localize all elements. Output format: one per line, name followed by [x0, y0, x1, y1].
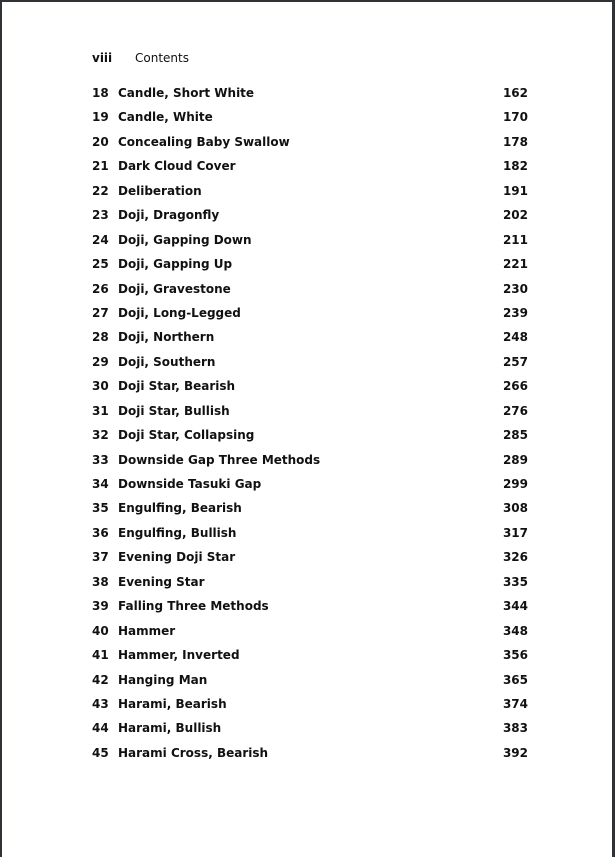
toc-entry[interactable] [92, 257, 528, 281]
entry-number: 29 [92, 354, 109, 369]
entry-title: Candle, White [118, 110, 213, 125]
toc-entry[interactable] [92, 330, 528, 354]
toc-entry[interactable] [92, 184, 528, 208]
toc-entry[interactable] [92, 355, 528, 379]
entry-number: 32 [92, 428, 109, 443]
toc-entry[interactable] [92, 697, 528, 721]
entry-number: 42 [92, 672, 109, 687]
entry-page: 230 [502, 281, 528, 296]
entry-title: Dark Cloud Cover [118, 159, 236, 174]
toc-entry[interactable] [92, 379, 528, 403]
entry-page: 374 [502, 696, 528, 711]
entry-title: Doji, Dragonfly [118, 208, 220, 223]
entry-number: 23 [92, 208, 109, 223]
entry-page: 383 [502, 721, 528, 736]
entry-page: 356 [502, 648, 528, 663]
entry-number: 19 [92, 110, 109, 125]
entry-title: Evening Doji Star [118, 550, 236, 565]
entry-number: 25 [92, 257, 109, 272]
entry-number: 33 [92, 452, 109, 467]
entry-number: 22 [92, 183, 109, 198]
entry-number: 30 [92, 379, 109, 394]
entry-title: Harami, Bullish [118, 721, 222, 736]
toc-entry[interactable] [92, 233, 528, 257]
entry-number: 31 [92, 403, 109, 418]
entry-page: 211 [502, 232, 528, 247]
toc-entry[interactable] [92, 208, 528, 232]
toc-entry[interactable] [92, 575, 528, 599]
entry-number: 28 [92, 330, 109, 345]
entry-page: 239 [502, 305, 528, 320]
entry-number: 44 [92, 721, 109, 736]
entry-page: 202 [502, 208, 528, 223]
entry-page: 276 [502, 403, 528, 418]
entry-page: 257 [502, 354, 528, 369]
toc-entry[interactable] [92, 135, 528, 159]
entry-page: 317 [502, 525, 528, 540]
toc-entry[interactable] [92, 404, 528, 428]
toc-entry[interactable] [92, 550, 528, 574]
entry-number: 39 [92, 599, 109, 614]
entry-number: 37 [92, 550, 109, 565]
toc-entry[interactable] [92, 648, 528, 672]
entry-title: Hanging Man [118, 672, 208, 687]
entry-title: Doji Star, Collapsing [118, 428, 255, 443]
toc-entry[interactable] [92, 306, 528, 330]
entry-title: Doji, Gravestone [118, 281, 231, 296]
toc-entry[interactable] [92, 477, 528, 501]
toc-entry[interactable] [92, 673, 528, 697]
entry-number: 18 [92, 86, 109, 100]
entry-page: 335 [502, 574, 528, 589]
entry-title: Engulfing, Bearish [118, 501, 242, 516]
entry-title: Deliberation [118, 183, 202, 198]
entry-page: 348 [502, 623, 528, 638]
toc-list [92, 86, 528, 770]
entry-title: Doji, Gapping Up [118, 257, 233, 272]
entry-title: Downside Gap Three Methods [118, 452, 321, 467]
entry-title: Doji, Gapping Down [118, 232, 252, 247]
toc-entry[interactable] [92, 428, 528, 452]
entry-number: 20 [92, 134, 109, 149]
entry-number: 36 [92, 525, 109, 540]
running-header [92, 51, 189, 65]
entry-page: 191 [502, 183, 528, 198]
entry-title: Harami Cross, Bearish [118, 745, 269, 760]
entry-number: 27 [92, 305, 109, 320]
entry-title: Falling Three Methods [118, 599, 269, 614]
entry-page: 392 [502, 745, 528, 760]
entry-page: 266 [502, 379, 528, 394]
document-page [2, 2, 612, 857]
entry-page: 308 [502, 501, 528, 516]
entry-title: Evening Star [118, 574, 205, 589]
entry-number: 38 [92, 574, 109, 589]
toc-entry[interactable] [92, 501, 528, 525]
entry-page: 162 [502, 86, 528, 100]
toc-entry[interactable] [92, 599, 528, 623]
entry-page: 326 [502, 550, 528, 565]
toc-entry[interactable] [92, 721, 528, 745]
entry-page: 221 [502, 257, 528, 272]
entry-number: 40 [92, 623, 109, 638]
toc-entry[interactable] [92, 746, 528, 770]
toc-entry[interactable] [92, 526, 528, 550]
entry-page: 178 [502, 134, 528, 149]
entry-title: Candle, Short White [118, 86, 255, 100]
entry-number: 26 [92, 281, 109, 296]
entry-title: Harami, Bearish [118, 696, 227, 711]
entry-page: 365 [502, 672, 528, 687]
entry-title: Engulfing, Bullish [118, 525, 237, 540]
entry-page: 285 [502, 428, 528, 443]
toc-entry[interactable] [92, 282, 528, 306]
entry-page: 248 [502, 330, 528, 345]
entry-title: Doji, Southern [118, 354, 216, 369]
entry-title: Downside Tasuki Gap [118, 477, 262, 491]
entry-title: Hammer [118, 623, 176, 638]
entry-title: Doji, Long-Legged [118, 305, 241, 320]
entry-title: Doji Star, Bullish [118, 403, 230, 418]
entry-page: 182 [502, 159, 528, 174]
entry-page: 299 [502, 477, 528, 491]
entry-page: 289 [502, 452, 528, 467]
entry-number: 24 [92, 232, 109, 247]
toc-entry[interactable] [92, 110, 528, 134]
entry-page: 344 [502, 599, 528, 614]
toc-entry[interactable] [92, 86, 528, 110]
entry-page: 170 [502, 110, 528, 125]
entry-number: 41 [92, 648, 109, 663]
entry-title: Concealing Baby Swallow [118, 134, 290, 149]
toc-entry[interactable] [92, 624, 528, 648]
entry-title: Doji, Northern [118, 330, 215, 345]
entry-number: 35 [92, 501, 109, 516]
header-title: Contents [135, 51, 189, 65]
entry-number: 43 [92, 696, 109, 711]
toc-entry[interactable] [92, 159, 528, 183]
page-number: viii [92, 51, 113, 65]
toc-entry[interactable] [92, 453, 528, 477]
entry-number: 21 [92, 159, 109, 174]
entry-title: Doji Star, Bearish [118, 379, 236, 394]
entry-number: 34 [92, 477, 109, 491]
entry-number: 45 [92, 745, 109, 760]
entry-title: Hammer, Inverted [118, 648, 240, 663]
